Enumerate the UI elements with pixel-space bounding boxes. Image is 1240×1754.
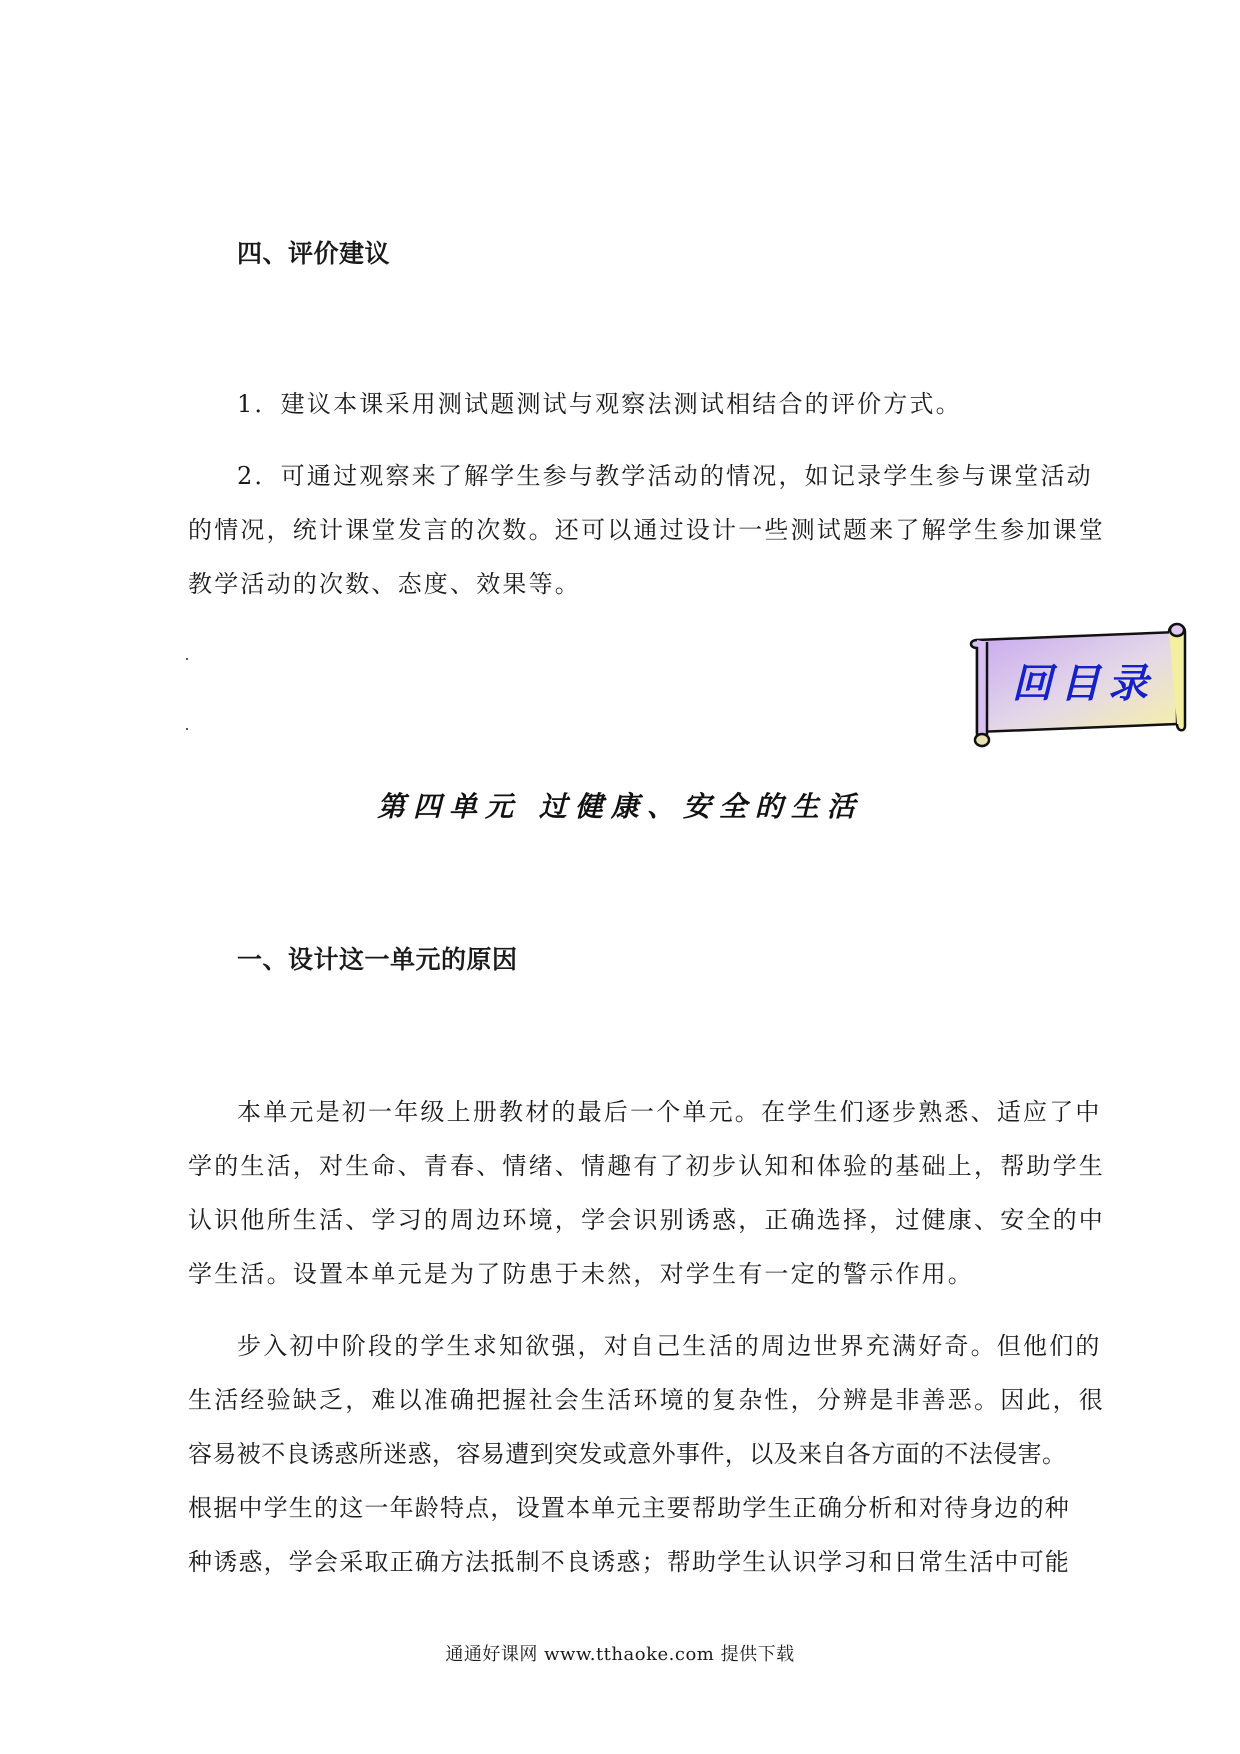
unit-title: 第四单元 过健康、安全的生活 bbox=[377, 790, 863, 823]
stray-mark bbox=[186, 728, 188, 730]
back-to-toc-button[interactable] bbox=[963, 620, 1193, 750]
stray-mark bbox=[186, 658, 188, 660]
reason-para-2-line-1: 步入初中阶段的学生求知欲强，对自己生活的周边世界充满好奇。但他们的 bbox=[237, 1332, 1102, 1360]
reason-para-1-line-2: 学的生活，对生命、青春、情绪、情趣有了初步认知和体验的基础上，帮助学生 bbox=[188, 1152, 1105, 1180]
reason-para-1-line-1: 本单元是初一年级上册教材的最后一个单元。在学生们逐步熟悉、适应了中 bbox=[237, 1098, 1102, 1126]
evaluation-item-1: 1．建议本课采用测试题测试与观察法测试相结合的评价方式。 bbox=[237, 390, 962, 418]
back-to-toc-label: 回目录 bbox=[1012, 660, 1156, 707]
section-heading-evaluation: 四、评价建议 bbox=[237, 239, 391, 268]
reason-para-2-line-3: 容易被不良诱惑所迷惑，容易遭到突发或意外事件，以及来自各方面的不法侵害。 bbox=[188, 1440, 1067, 1468]
reason-para-2-line-2: 生活经验缺乏，难以准确把握社会生活环境的复杂性，分辨是非善恶。因此，很 bbox=[188, 1386, 1105, 1414]
reason-para-1-line-3: 认识他所生活、学习的周边环境，学会识别诱惑，正确选择，过健康、安全的中 bbox=[188, 1206, 1105, 1234]
evaluation-item-2-line-2: 的情况，统计课堂发言的次数。还可以通过设计一些测试题来了解学生参加课堂 bbox=[188, 516, 1105, 544]
evaluation-item-2-line-1: 2．可通过观察来了解学生参与教学活动的情况，如记录学生参与课堂活动 bbox=[237, 462, 1093, 490]
reason-para-1-line-4: 学生活。设置本单元是为了防患于未然，对学生有一定的警示作用。 bbox=[188, 1260, 974, 1288]
reason-para-2-line-4: 根据中学生的这一年龄特点，设置本单元主要帮助学生正确分析和对待身边的种 bbox=[188, 1494, 1070, 1522]
reason-para-2-line-5: 种诱惑，学会采取正确方法抵制不良诱惑；帮助学生认识学习和日常生活中可能 bbox=[188, 1548, 1070, 1576]
evaluation-item-2-line-3: 教学活动的次数、态度、效果等。 bbox=[188, 570, 581, 598]
section-heading-design-reason: 一、设计这一单元的原因 bbox=[237, 945, 518, 974]
page-footer: 通通好课网 www.tthaoke.com 提供下载 bbox=[445, 1644, 795, 1665]
